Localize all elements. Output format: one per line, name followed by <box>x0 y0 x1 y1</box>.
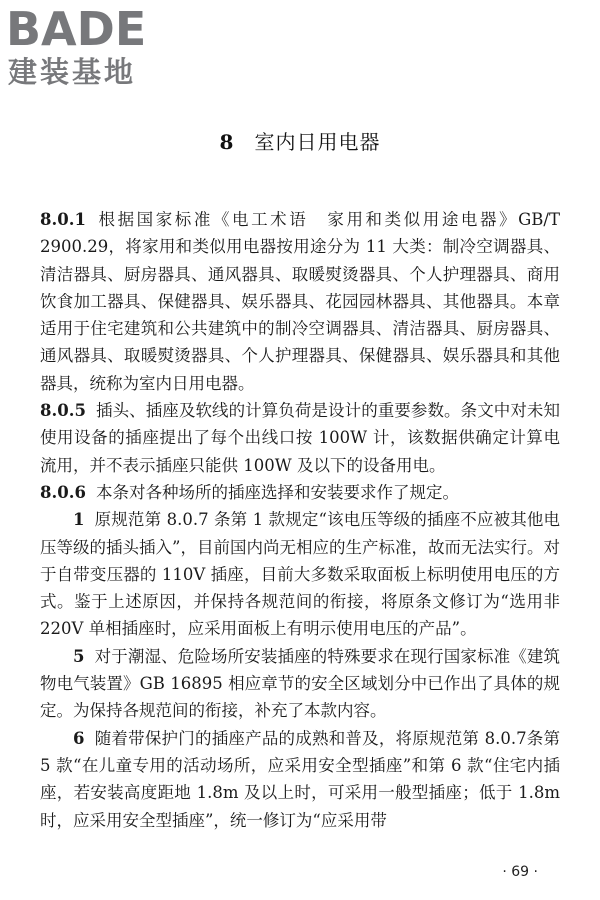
bade-logo <box>6 2 176 90</box>
clause-number: 8.0.1 <box>40 210 86 229</box>
chapter-number: 8 <box>219 130 235 154</box>
logo-wordmark: BADE <box>6 2 147 56</box>
clause-8-0-6 <box>40 479 560 506</box>
clause-text: 插头、插座及软线的计算负荷是设计的重要参数。条文中对未知使用设备的插座提出了每个出线口按 100W 计，该数据供确定计算电流用，并不表示插座只能供 100W 及以下的设备用电。 <box>40 401 560 475</box>
item-number: 6 <box>73 728 85 748</box>
clause-8-0-5 <box>40 397 560 479</box>
item-6 <box>40 725 560 834</box>
item-5 <box>40 643 560 725</box>
chapter-heading <box>0 126 600 155</box>
page-number: · 69 · <box>502 864 538 880</box>
clause-number: 8.0.5 <box>40 401 86 421</box>
item-text: 原规范第 8.0.7 条第 1 款规定“该电压等级的插座不应被其他电压等级的插头插入”，目前国内尚无相应的生产标准，故而无法实行。对于自带变压器的 110V 插座，目前大多数采取面板上标明使用电压的方式。鉴于上述原因，并保持各规范间的衔接，将原条文修订为“选用非 220V 单相插座时，应采用面板上有明示使用电压的产品”。 <box>40 510 560 639</box>
item-number: 5 <box>73 646 85 666</box>
clause-text: 本条对各种场所的插座选择和安装要求作了规定。 <box>95 482 459 502</box>
item-text: 对于潮湿、危险场所安装插座的特殊要求在现行国家标准《建筑物电气装置》GB 16895 相应章节的安全区域划分中已作出了具体的规定。为保持各规范间的衔接，补充了本款内容。 <box>40 646 560 721</box>
clause-text: 根据国家标准《电工术语 家用和类似用途电器》GB/T 2900.29，将家用和类似用电器按用途分为 11 大类：制冷空调器具、清洁器具、厨房器具、通风器具、取暖熨烫器具、个人护理器具、商用饮食加工器具、保健器具、娱乐器具、花园园林器具、其他器具。本章适用于住宅建筑和公共建筑中的制冷空调器具、清洁器具、厨房器具、通风器具、取暖熨烫器具、个人护理器具、保健器具、娱乐器具和其他器具，统称为室内日用电器。 <box>40 210 560 393</box>
chapter-title: 室内日用电器 <box>254 130 381 154</box>
item-number: 1 <box>73 510 85 530</box>
item-1 <box>40 506 560 642</box>
clause-8-0-1 <box>40 206 560 397</box>
document-body <box>40 206 560 834</box>
clause-number: 8.0.6 <box>40 482 86 502</box>
item-text: 随着带保护门的插座产品的成熟和普及，将原规范第 8.0.7条第 5 款“在儿童专用的活动场所，应采用安全型插座”和第 6 款“住宅内插座，若安装高度距地 1.8m 及以上时，可采用一般型插座；低于 1.8m 时，应采用安全型插座”，统一修订为“应采用带 <box>40 728 560 830</box>
logo-subtitle: 建装基地 <box>8 55 137 89</box>
